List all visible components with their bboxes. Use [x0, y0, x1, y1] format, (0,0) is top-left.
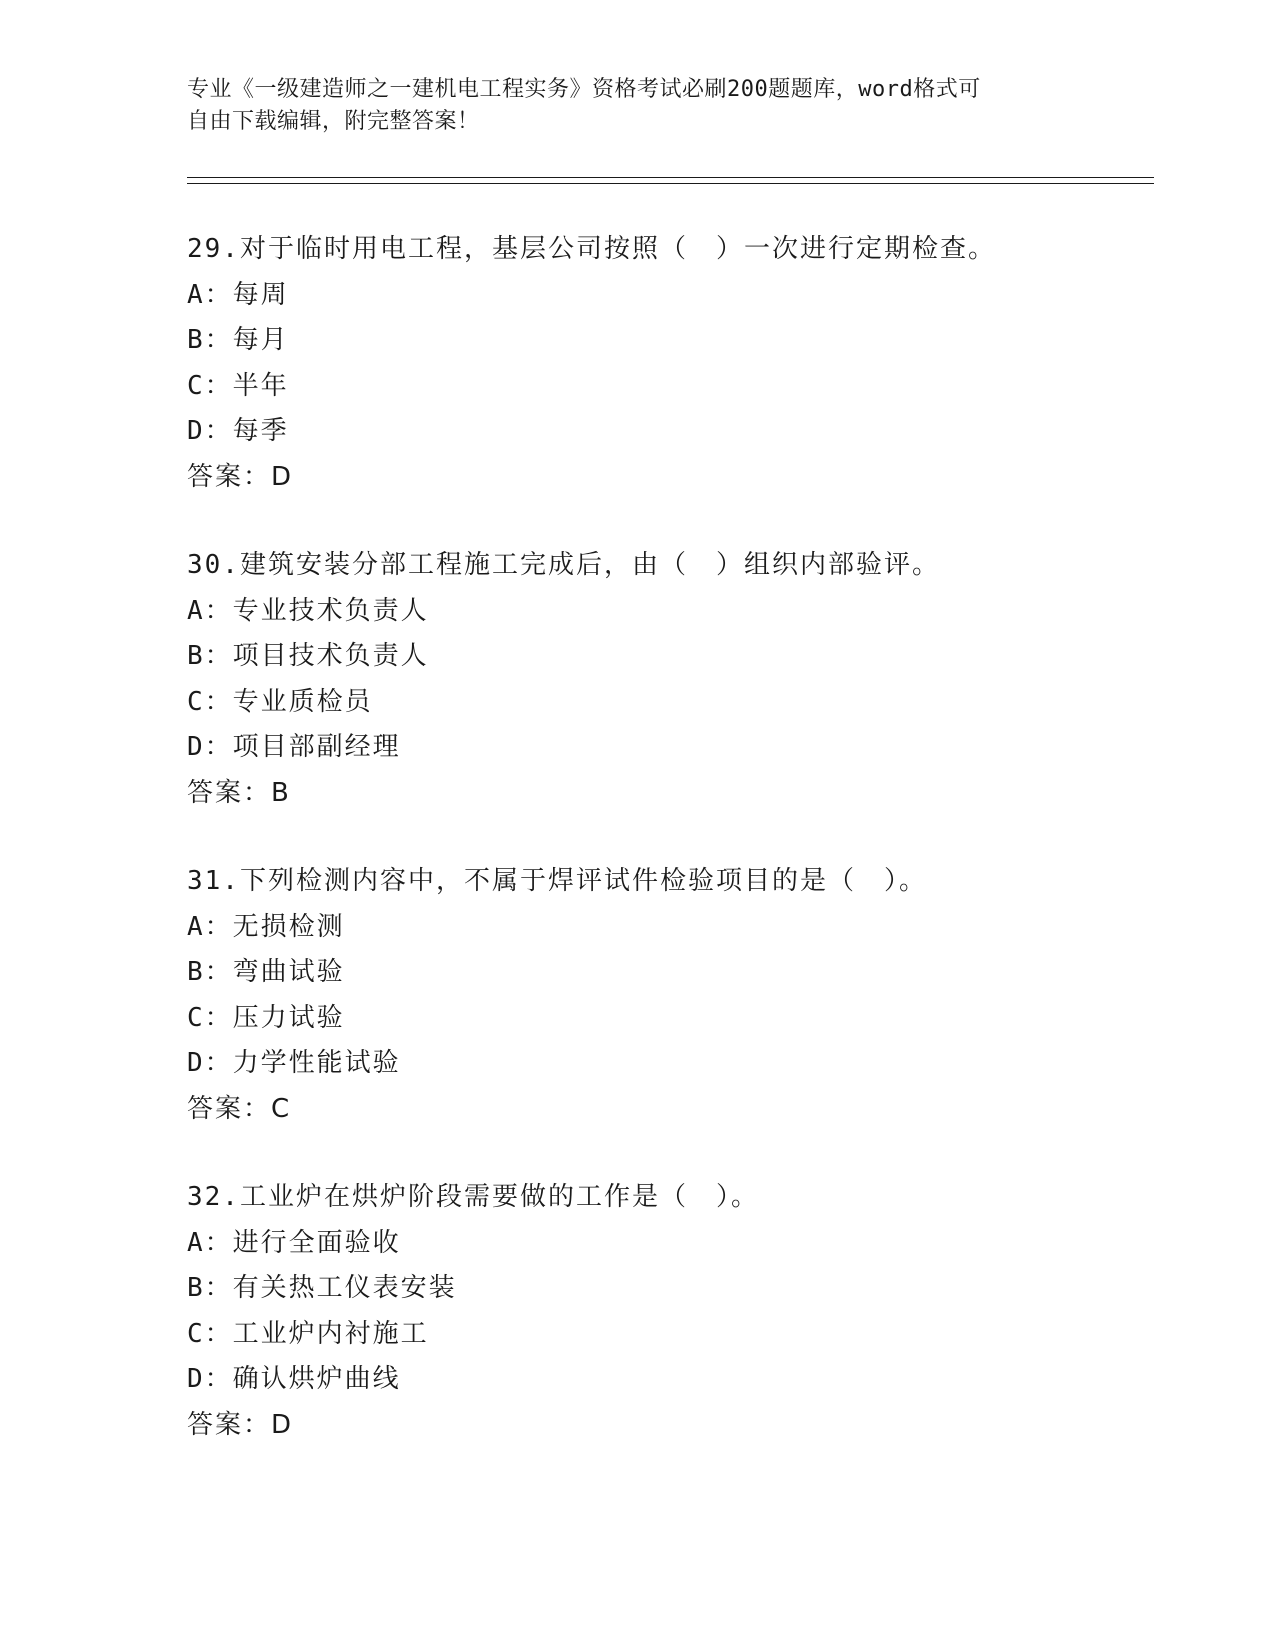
option-a: A：每周 [187, 279, 289, 310]
question-32 [187, 1175, 1147, 1448]
header-divider-top [187, 177, 1154, 178]
option-a: A：无损检测 [187, 911, 345, 942]
option-d: D：确认烘炉曲线 [187, 1364, 401, 1394]
option-a: A：专业技术负责人 [187, 595, 429, 626]
answer-text: 答案：C [187, 1093, 292, 1124]
option-d: D：力学性能试验 [187, 1048, 401, 1078]
option-c: C：专业质检员 [187, 686, 373, 717]
option-a: A：进行全面验收 [187, 1227, 401, 1258]
option-c: C：工业炉内衬施工 [187, 1318, 429, 1349]
question-stem: 29.对于临时用电工程，基层公司按照（ ）一次进行定期检查。 [187, 234, 996, 264]
answer-text: 答案：D [187, 461, 294, 492]
document-header [187, 74, 1087, 138]
option-b: B：每月 [187, 325, 289, 355]
answer-text: 答案：B [187, 777, 291, 808]
header-divider-bottom [187, 183, 1154, 184]
option-b: B：弯曲试验 [187, 957, 345, 987]
question-31 [187, 859, 1147, 1132]
option-d: D：项目部副经理 [187, 732, 401, 762]
option-c: C：压力试验 [187, 1002, 345, 1033]
option-b: B：项目技术负责人 [187, 641, 429, 671]
option-d: D：每季 [187, 416, 289, 446]
question-stem: 32.工业炉在烘炉阶段需要做的工作是（ ）。 [187, 1182, 759, 1212]
option-c: C：半年 [187, 370, 289, 401]
answer-text: 答案：D [187, 1409, 294, 1440]
question-30 [187, 543, 1147, 816]
header-title-line-1: 专业《一级建造师之一建机电工程实务》资格考试必刷200题题库，word格式可 [187, 77, 981, 102]
header-title-line-2: 自由下载编辑，附完整答案！ [187, 109, 480, 134]
question-stem: 30.建筑安装分部工程施工完成后，由（ ）组织内部验评。 [187, 550, 940, 580]
option-b: B：有关热工仪表安装 [187, 1273, 457, 1303]
question-stem: 31.下列检测内容中，不属于焊评试件检验项目的是（ ）。 [187, 866, 927, 896]
question-29 [187, 227, 1147, 500]
